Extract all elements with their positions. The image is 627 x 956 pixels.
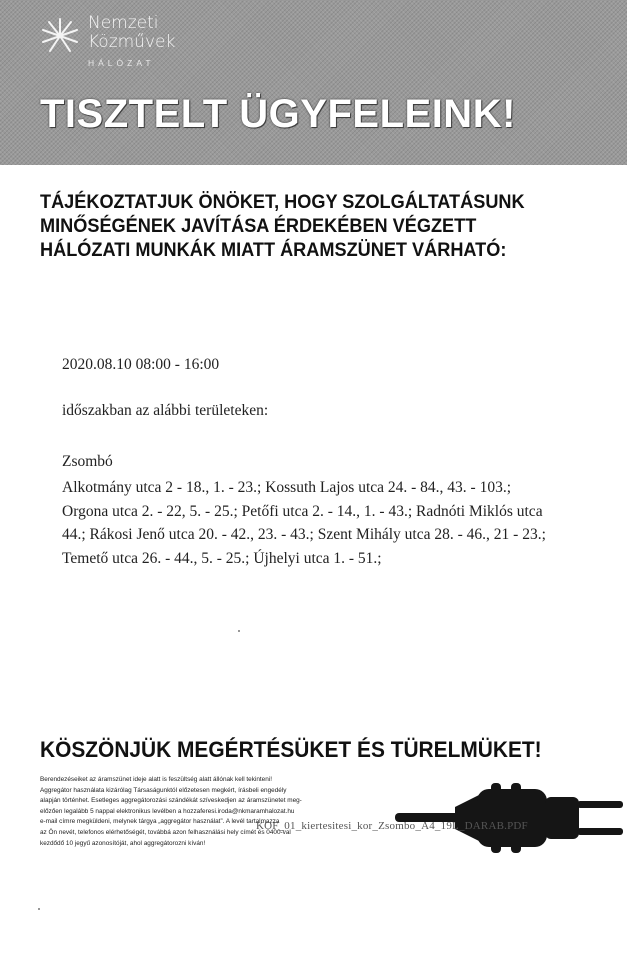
lead-line: MINŐSÉGÉNEK JAVÍTÁSA ÉRDEKÉBEN VÉGZETT bbox=[40, 215, 477, 237]
company-logo bbox=[40, 14, 200, 74]
page-title: TISZTELT ÜGYFELEINK! bbox=[40, 92, 516, 136]
fine-print-line: Aggregátor használata kizárólag Társaságunktól előzetesen megkért, írásbeli engedély bbox=[40, 786, 287, 794]
fine-print bbox=[40, 775, 370, 849]
scan-speck bbox=[238, 630, 240, 632]
brand-name bbox=[88, 14, 175, 52]
starburst-logo-icon bbox=[40, 16, 80, 56]
brand-line-2: Közművek bbox=[88, 32, 176, 52]
street-list bbox=[62, 476, 546, 570]
fine-print-line: előzően legalább 5 nappal elektronikus levélben a hozzaferesi.iroda@nkmaramhalozat.hu bbox=[40, 807, 295, 815]
fine-print-line: kezdődő 10 jegyű azonosítóját, ahol aggregátorozni kíván! bbox=[40, 839, 206, 847]
lead-line: HÁLÓZATI MUNKÁK MIATT ÁRAMSZÜNET VÁRHATÓ: bbox=[40, 239, 507, 261]
lead-line: TÁJÉKOZTATJUK ÖNÖKET, HOGY SZOLGÁLTATÁSUNK bbox=[40, 191, 525, 213]
period-text: időszakban az alábbi területeken: bbox=[62, 402, 269, 419]
header-banner bbox=[0, 0, 627, 165]
fine-print-line: e-mail címre megküldeni, melynek tárgya „aggregátor használat”. A levél tartalmazza bbox=[40, 818, 280, 826]
fine-print-line: Berendezéseiket az áramszünet ideje alatt is feszültség alatt állónak kell tekinteni! bbox=[40, 776, 272, 783]
brand-subtitle: HÁLÓZAT bbox=[88, 58, 155, 68]
lead-text bbox=[40, 190, 561, 262]
file-stamp: KOF_01_kiertesitesi_kor_Zsombo_A4_19L_DARAB.PDF bbox=[256, 820, 528, 832]
fine-print-line: az Ön nevét, telefonos elérhetőségét, továbbá azon felhasználási hely címét és 0400-val bbox=[40, 828, 291, 836]
street-line: Orgona utca 2. - 22, 5. - 25.; Petőfi utca 2. - 14., 1. - 43.; Radnóti Miklós utca bbox=[62, 502, 543, 520]
street-line: Temető utca 26. - 44., 5. - 25.; Újhelyi utca 1. - 51.; bbox=[62, 549, 382, 567]
outage-datetime: 2020.08.10 08:00 - 16:00 bbox=[62, 356, 220, 373]
street-line: 44.; Rákosi Jenő utca 20. - 42., 23. - 43.; Szent Mihály utca 28. - 46., 21 - 23.; bbox=[62, 526, 546, 543]
street-line: Alkotmány utca 2 - 18., 1. - 23.; Kossuth Lajos utca 24. - 84., 43. - 103.; bbox=[62, 479, 512, 496]
town-name: Zsombó bbox=[62, 453, 113, 470]
brand-line-1: Nemzeti bbox=[88, 13, 159, 33]
thanks-heading: KÖSZÖNJÜK MEGÉRTÉSÜKET ÉS TÜRELMÜKET! bbox=[40, 737, 542, 762]
fine-print-line: alapján történhet. Esetleges aggregátorozási szándékát szíveskedjen az áramszünetet meg- bbox=[40, 797, 302, 805]
scan-speck bbox=[38, 908, 40, 910]
